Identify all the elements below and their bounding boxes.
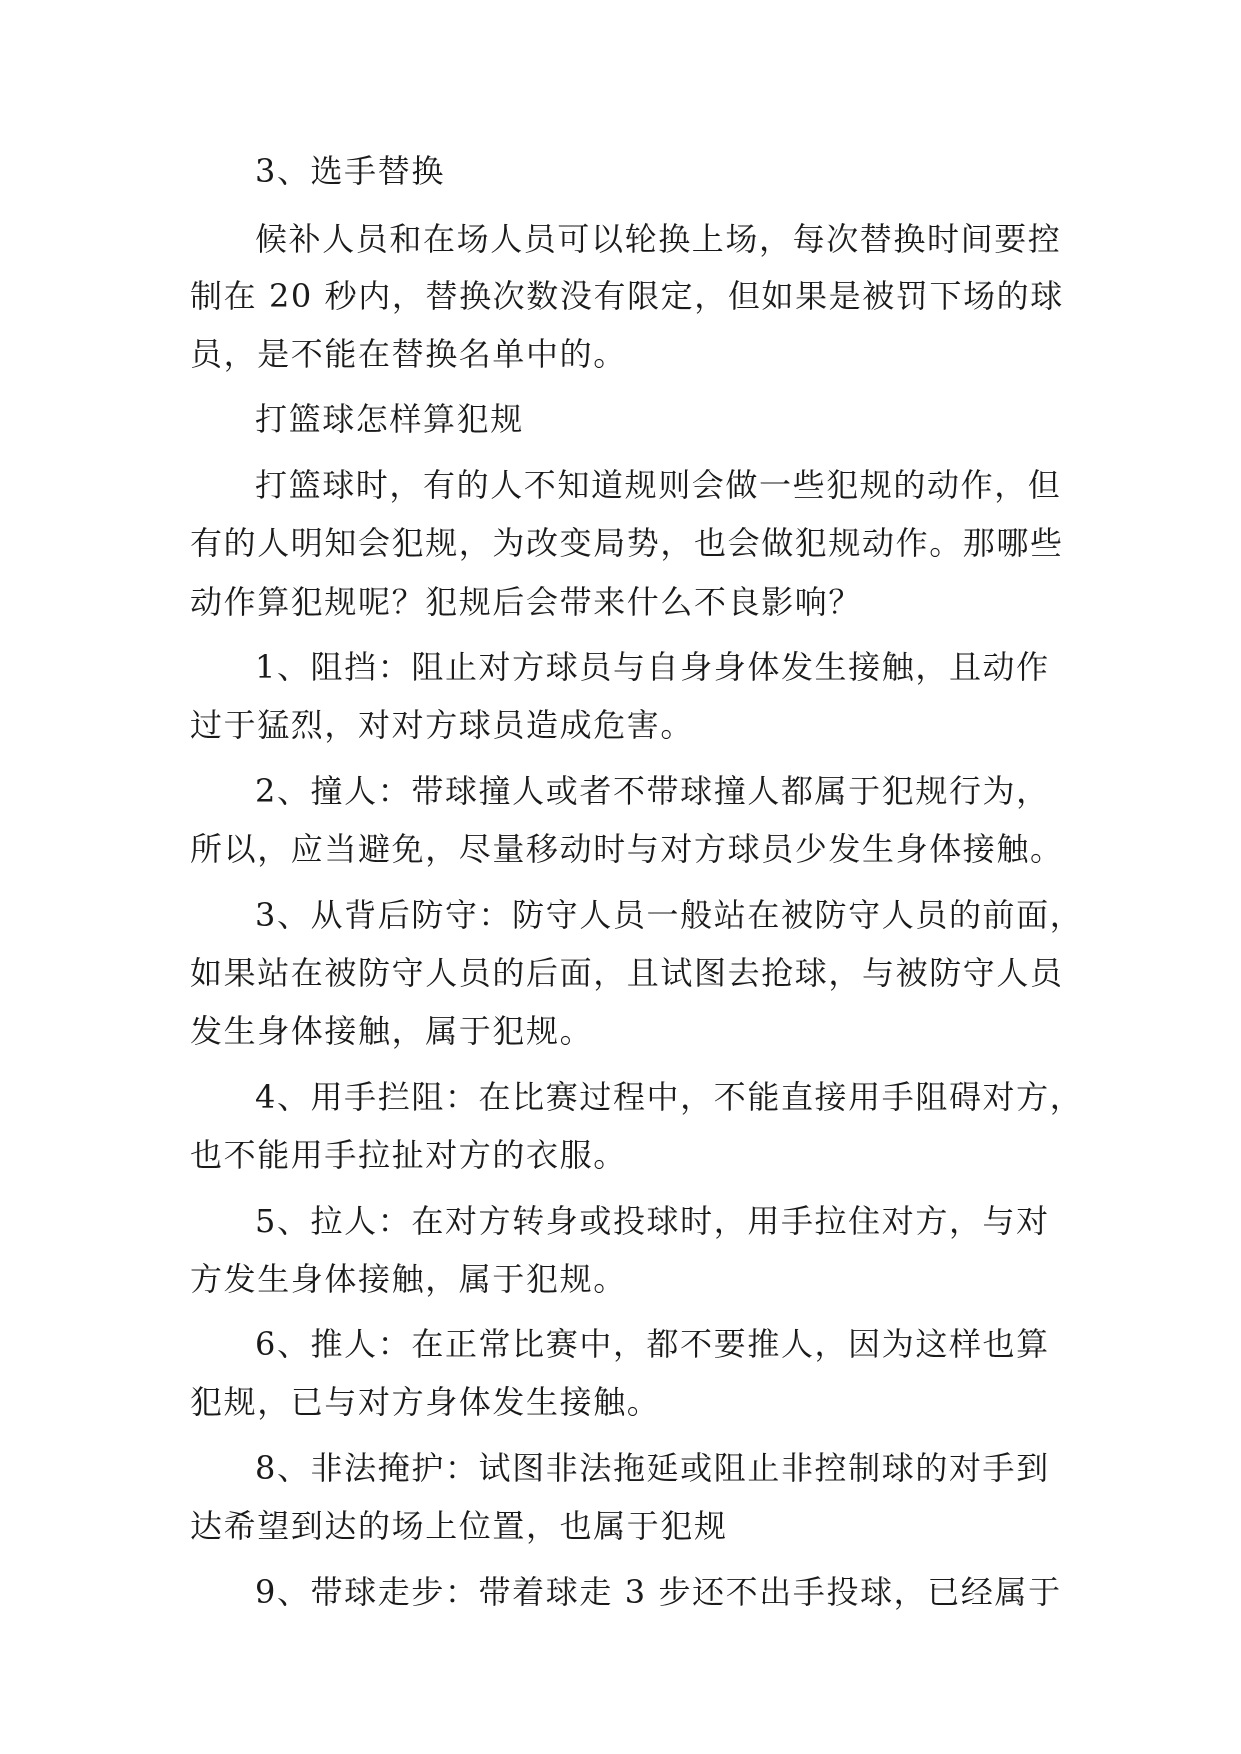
text-line [0, 271, 1241, 321]
text-line [0, 1006, 1241, 1056]
text-line [0, 948, 1241, 998]
text-line [0, 824, 1241, 874]
text-line [0, 1072, 1241, 1122]
paragraph-text: 有的人明知会犯规，为改变局势，也会做犯规动作。那哪些 [190, 524, 1064, 562]
list-item-text: 发生身体接触，属于犯规。 [190, 1012, 594, 1050]
list-item-text: 达希望到达的场上位置，也属于犯规 [190, 1507, 728, 1545]
list-item-text: 9、带球走步：带着球走 3 步还不出手投球，已经属于 [255, 1573, 1062, 1611]
list-item-text: 所以，应当避免，尽量移动时与对方球员少发生身体接触。 [190, 830, 1064, 868]
paragraph-text: 制在 20 秒内，替换次数没有限定，但如果是被罚下场的球 [190, 277, 1064, 315]
text-line [0, 146, 1241, 196]
text-line [0, 214, 1241, 264]
text-line [0, 700, 1241, 750]
text-line [0, 1196, 1241, 1246]
text-line [0, 890, 1241, 940]
text-line [0, 1443, 1241, 1493]
list-item-text: 6、推人：在正常比赛中，都不要推人，因为这样也算 [255, 1325, 1050, 1363]
list-item-text: 1、阻挡：阻止对方球员与自身身体发生接触，且动作 [255, 648, 1050, 686]
text-line [0, 329, 1241, 379]
list-item-text: 4、用手拦阻：在比赛过程中，不能直接用手阻碍对方， [255, 1078, 1084, 1116]
text-line [0, 394, 1241, 444]
text-line [0, 1130, 1241, 1180]
list-item-text: 过于猛烈，对对方球员造成危害。 [190, 706, 695, 744]
text-line [0, 1254, 1241, 1304]
text-line [0, 1567, 1241, 1617]
list-item-text: 方发生身体接触，属于犯规。 [190, 1260, 627, 1298]
text-line [0, 766, 1241, 816]
paragraph-text: 员，是不能在替换名单中的。 [190, 335, 627, 373]
list-item-text: 如果站在被防守人员的后面，且试图去抢球，与被防守人员 [190, 954, 1064, 992]
paragraph-text: 候补人员和在场人员可以轮换上场，每次替换时间要控 [255, 220, 1062, 258]
text-line [0, 1319, 1241, 1369]
list-item-text: 8、非法掩护：试图非法拖延或阻止非控制球的对手到 [255, 1449, 1050, 1487]
section-heading: 3、选手替换 [255, 152, 445, 190]
section-heading: 打篮球怎样算犯规 [255, 400, 524, 438]
text-line [0, 577, 1241, 627]
paragraph-text: 打篮球时，有的人不知道规则会做一些犯规的动作，但 [255, 466, 1062, 504]
list-item-text: 3、从背后防守：防守人员一般站在被防守人员的前面， [255, 896, 1084, 934]
text-line [0, 518, 1241, 568]
paragraph-text: 动作算犯规呢？犯规后会带来什么不良影响？ [190, 583, 863, 621]
list-item-text: 5、拉人：在对方转身或投球时，用手拉住对方，与对 [255, 1202, 1050, 1240]
list-item-text: 也不能用手拉扯对方的衣服。 [190, 1136, 627, 1174]
text-line [0, 642, 1241, 692]
list-item-text: 犯规，已与对方身体发生接触。 [190, 1383, 661, 1421]
text-line [0, 1501, 1241, 1551]
text-line [0, 460, 1241, 510]
text-line [0, 1377, 1241, 1427]
list-item-text: 2、撞人：带球撞人或者不带球撞人都属于犯规行为， [255, 772, 1050, 810]
